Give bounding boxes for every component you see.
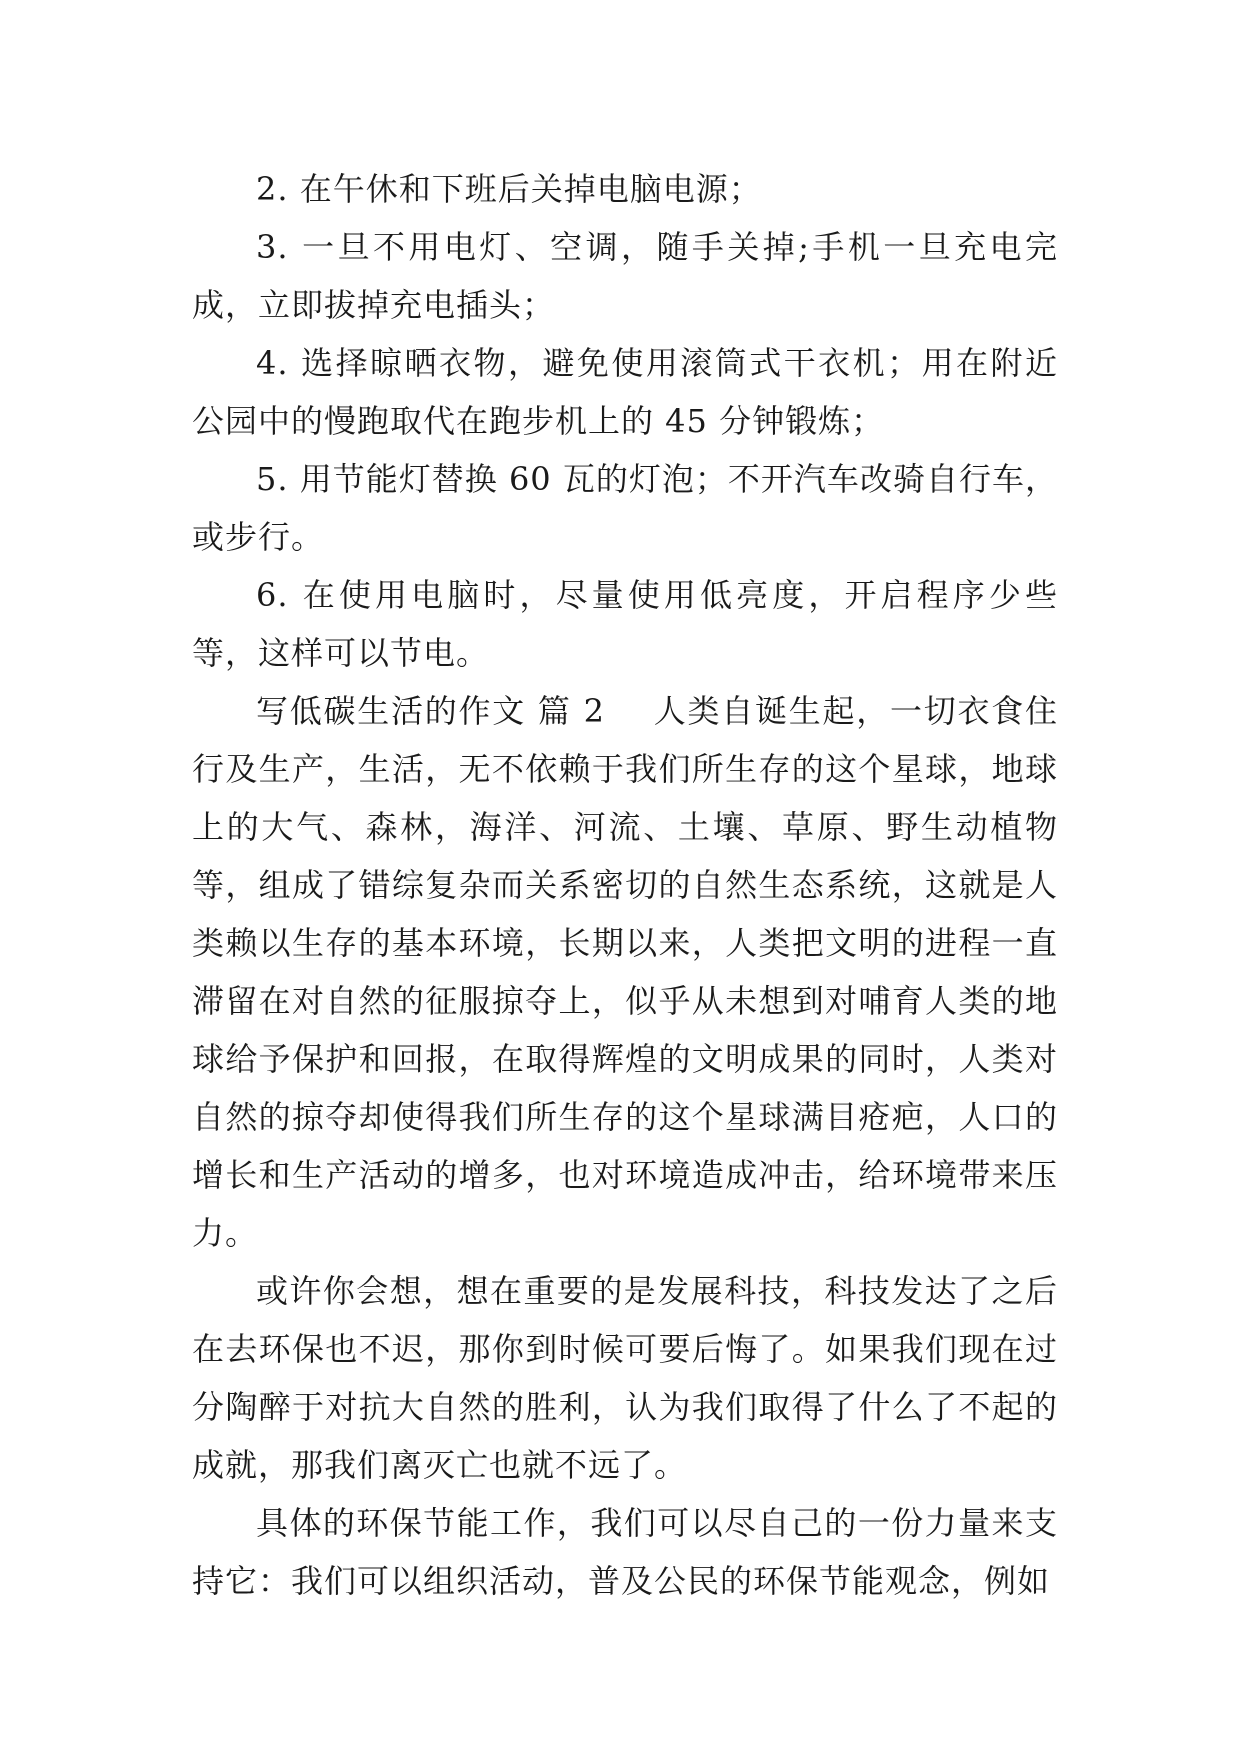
list-item-5: 5. 用节能灯替换 60 瓦的灯泡；不开汽车改骑自行车，或步行。	[192, 460, 1058, 556]
essay-2-paragraph	[192, 682, 1058, 1262]
document-body	[192, 160, 1058, 1610]
body-paragraph: 或许你会想，想在重要的是发展科技，科技发达了之后在去环保也不迟，那你到时候可要后悔了。如果我们现在过分陶醉于对抗大自然的胜利，认为我们取得了什么了不起的成就，那我们离灭亡也就不远了。	[192, 1272, 1058, 1484]
list-item-3: 3. 一旦不用电灯、空调，随手关掉;手机一旦充电完成，立即拔掉充电插头；	[192, 228, 1058, 324]
essay-2-heading: 写低碳生活的作文 篇 2	[256, 692, 605, 730]
body-paragraph: 具体的环保节能工作，我们可以尽自己的一份力量来支持它：我们可以组织活动，普及公民的环保节能观念，例如	[192, 1504, 1058, 1600]
list-item-4: 4. 选择晾晒衣物，避免使用滚筒式干衣机；用在附近公园中的慢跑取代在跑步机上的 45 分钟锻炼；	[192, 344, 1058, 440]
list-item-6: 6. 在使用电脑时，尽量使用低亮度，开启程序少些等，这样可以节电。	[192, 576, 1058, 672]
essay-2-intro-text: 人类自诞生起，一切衣食住行及生产，生活，无不依赖于我们所生存的这个星球，地球上的大气、森林，海洋、河流、土壤、草原、野生动植物等，组成了错综复杂而关系密切的自然生态系统，这就是人类赖以生存的基本环境，长期以来，人类把文明的进程一直滞留在对自然的征服掠夺上，似乎从未想到对哺育人类的地球给予保护和回报，在取得辉煌的文明成果的同时，人类对自然的掠夺却使得我们所生存的这个星球满目疮疤，人口的增长和生产活动的增多，也对环境造成冲击，给环境带来压力。	[192, 692, 1058, 1252]
list-item-2: 2. 在午休和下班后关掉电脑电源；	[256, 170, 762, 208]
